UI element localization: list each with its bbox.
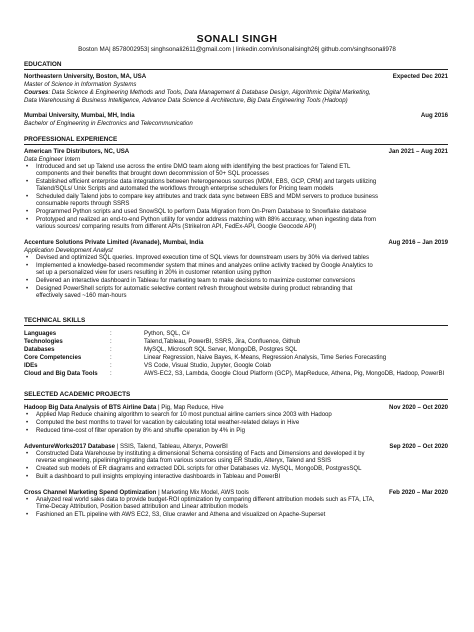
project-date: Nov 2020 – Oct 2020 [389, 404, 448, 411]
bullet-icon: • [26, 474, 29, 480]
bullet-icon: • [26, 466, 29, 472]
project-entry-3 [24, 489, 448, 496]
bullet-text-1: Built a dashboard to pull insights employing interactive dashboards in Tableau and PowerBI [36, 474, 281, 480]
project-title: AdventureWorks2017 Database [24, 443, 115, 450]
skill-sep: : [110, 370, 112, 377]
bullet-text-1: Constructed Data Warehouse by instituting a dimensional Schema consisting of Facts and Dimensions and developed it by [36, 451, 365, 457]
skill-key: Core Competencies [24, 354, 82, 361]
list-item [24, 466, 448, 473]
list-item [24, 179, 448, 194]
list-item [24, 209, 448, 216]
list-item [24, 194, 448, 209]
skill-value: Python, SQL, C# [144, 330, 190, 337]
skill-key: IDEs [24, 362, 38, 369]
project-title: Hadoop Big Data Analysis of BTS Airline Data [24, 404, 157, 411]
job-title: Application Development Analyst [24, 247, 113, 254]
skill-sep: : [110, 362, 112, 369]
skill-value: VS Code, Visual Studio, Jupyter, Google Colab [144, 362, 271, 369]
list-item [24, 278, 448, 285]
bullet-icon: • [26, 278, 29, 284]
skill-value: AWS-EC2, S3, Lambda, Google Cloud Platform (GCP), MapReduce, Athena, Pig, MongoDB, Hadoop, PowerBI [144, 370, 445, 377]
section-heading-education: EDUCATION [24, 61, 448, 70]
list-item [24, 451, 448, 466]
list-item [24, 497, 448, 512]
list-item [24, 217, 448, 232]
education-date: Aug 2016 [420, 112, 448, 119]
job-entry-1 [24, 148, 448, 155]
bullet-text-1: Scheduled daily Talend jobs to compare key attributes and track data sync between EBS and MDM servers to produce business [36, 194, 379, 200]
courses-text-1: : Data Science & Engineering Methods and Tools, Data Management & Database Design, Algorithmic Digital Marketing, [48, 89, 371, 96]
project-entry-1 [24, 404, 448, 411]
bullet-text-1: Computed the best months to travel for vacation by calculating total weather-related delays in Hive [36, 420, 300, 426]
skill-key: Databases [24, 346, 55, 353]
bullet-text-2: Talend/SQLs/ Unix Scripts and automated the workflows through enterprise schedulers for Pricing team models [36, 186, 334, 193]
list-item [24, 420, 448, 427]
bullet-text-2: set up a personalized view for users resulting in 20% in customer retention using python [36, 270, 272, 277]
school-name: Northeastern University, Boston, MA, USA [24, 73, 147, 80]
courses-line-2: Data Warehousing & Business Intelligence, Advance Data Science & Architecture, Big Data Engineering Tools (Hadoop) [24, 97, 348, 104]
list-item [24, 512, 448, 519]
list-item [24, 263, 448, 278]
school-name: Mumbai University, Mumbai, MH, India [24, 112, 135, 119]
bullet-text-2: reverse engineering, pipelining/migrating data from various sources using ER Studio, Alteryx, Talend and SSIS [36, 458, 332, 465]
bullet-text-1: Designed PowerShell scripts for automatic selective content refresh throughout website during product rebranding that [36, 286, 353, 292]
bullet-icon: • [26, 209, 29, 215]
section-heading-skills: TECHNICAL SKILLS [24, 317, 448, 326]
project-date: Sep 2020 – Oct 2020 [389, 443, 448, 450]
bullet-icon: • [26, 217, 29, 223]
skill-value: Talend,Tableau, PowerBI, SSRS, Jira, Confluence, Github [144, 338, 301, 345]
bullet-icon: • [26, 497, 29, 503]
job-title: Data Engineer Intern [24, 156, 81, 163]
project-entry-2 [24, 443, 448, 450]
skill-sep: : [110, 346, 112, 353]
skill-sep: : [110, 338, 112, 345]
bullet-text-2: components and their benefits that brought down decommission of 50+ SQL processes [36, 171, 269, 178]
bullet-text-1: Fashioned an ETL pipeline with AWS EC2, S3, Glue crawler and Athena and visualized on Apache-Superset [36, 512, 326, 518]
list-item [24, 474, 448, 481]
project-tools: | SSIS, Talend, Tableau, Alteryx, PowerBI [116, 443, 228, 450]
education-entry-2 [24, 112, 448, 119]
bullet-icon: • [26, 420, 29, 426]
bullet-icon: • [26, 194, 29, 200]
skill-sep: : [110, 354, 112, 361]
list-item [24, 428, 448, 435]
bullet-icon: • [26, 263, 29, 269]
education-date: Expected Dec 2021 [392, 73, 448, 80]
skill-value: Linear Regression, Naive Bayes, K-Means, Regression Analysis, Time Series Forecasting [144, 354, 387, 361]
project-tools: | Marketing Mix Model, AWS tools [158, 489, 249, 496]
skill-key: Languages [24, 330, 57, 337]
bullet-text-1: Created sub models of ER diagrams and extracted DDL scripts for other Databases viz. MySQL, MongoDB, PostgresSQL [36, 466, 362, 472]
courses-label: Courses [24, 89, 49, 96]
bullet-text-2: consumable reports through SSRS [36, 201, 130, 208]
bullet-icon: • [26, 286, 29, 292]
contact-line: Boston MA| 8578002953| singhsonali2611@gmail.com | linkedin.com/in/sonalisingh26| github.com/singhsonali978 [78, 46, 396, 53]
company-name: Accenture Solutions Private Limited (Avanade), Mumbai, India [24, 239, 204, 246]
bullet-text-1: Introduced and set up Talend use across the entire DMO team along with identifying the best practices for Talend ETL [36, 164, 351, 170]
courses-line-1 [24, 89, 448, 96]
job-date: Jan 2021 – Aug 2021 [388, 148, 448, 155]
candidate-name: SONALI SINGH [196, 33, 278, 45]
bullet-text-1: Delivered an interactive dashboard in Tableau for marketing team to make decisions to maximize customer conversions [36, 278, 356, 284]
degree-title: Master of Science in Information Systems [24, 81, 137, 88]
bullet-icon: • [26, 512, 29, 518]
bullet-text-1: Analyzed real world sales data to provide budget-ROI optimization by comparing different attribution models such as FTA, LTA, [36, 497, 375, 503]
skill-sep: : [110, 330, 112, 337]
bullet-text-1: Applied Map Reduce chaining algorithm to search for 10 most punctual airline carriers since 2003 with Hadoop [36, 412, 332, 418]
skill-value: MySQL, Microsoft SQL Server, MongoDB, Postgres SQL [144, 346, 298, 353]
section-heading-experience: PROFESSIONAL EXPERIENCE [24, 136, 448, 145]
job-date: Aug 2016 – Jan 2019 [388, 239, 448, 246]
skill-key: Cloud and Big Data Tools [24, 370, 98, 377]
list-item [24, 164, 448, 179]
project-date: Feb 2020 – Mar 2020 [389, 489, 448, 496]
bullet-text-2: Time-Decay Attribution, Position based attribution and Linear attribution models [36, 504, 248, 511]
bullet-icon: • [26, 428, 29, 434]
company-name: American Tire Distributors, NC, USA [24, 148, 130, 155]
section-heading-projects: SELECTED ACADEMIC PROJECTS [24, 391, 448, 400]
bullet-text-1: Implemented a knowledge-based recommender system that mines and analyzes online activity tracked by Google Analytics to [36, 263, 373, 269]
bullet-text-1: Established efficient enterprise data integrations between heterogeneous sources (MDM, EBS, GCP, CRM) and targets utilizing [36, 179, 377, 185]
bullet-text-2: various sources/ comparing results from different APIs (StrikeIron API, FedEx-API, Google Geocode API) [36, 224, 317, 231]
bullet-text-1: Reduced time-cost of filter operation by 8% and shuffle operation by 4% in Pig [36, 428, 245, 434]
education-entry-1 [24, 73, 448, 80]
bullet-icon: • [26, 451, 29, 457]
bullet-text-1: Programmed Python scripts and used SnowSQL to perform Data Migration from On-Prem Database to Snowflake database [36, 209, 367, 215]
bullet-text-2: effectively saved ~160 man-hours [36, 293, 127, 300]
bullet-icon: • [26, 255, 29, 261]
list-item [24, 255, 448, 262]
skill-key: Technologies [24, 338, 63, 345]
project-tools: | Pig, Map Reduce, Hive [157, 404, 224, 411]
list-item [24, 286, 448, 301]
bullet-text-1: Prototyped and realized an end-to-end Python utility for vendor address matching with 88% accuracy, when ingesting data from [36, 217, 377, 223]
project-title: Cross Channel Marketing Spend Optimization [24, 489, 157, 496]
bullet-text-1: Devised and optimized SQL queries. Improved execution time of SQL views for downstream users by 30% via derived tables [36, 255, 369, 261]
bullet-icon: • [26, 164, 29, 170]
list-item [24, 412, 448, 419]
bullet-icon: • [26, 179, 29, 185]
job-entry-2 [24, 239, 448, 246]
bullet-icon: • [26, 412, 29, 418]
degree-title: Bachelor of Engineering in Electronics and Telecommunication [24, 120, 193, 127]
